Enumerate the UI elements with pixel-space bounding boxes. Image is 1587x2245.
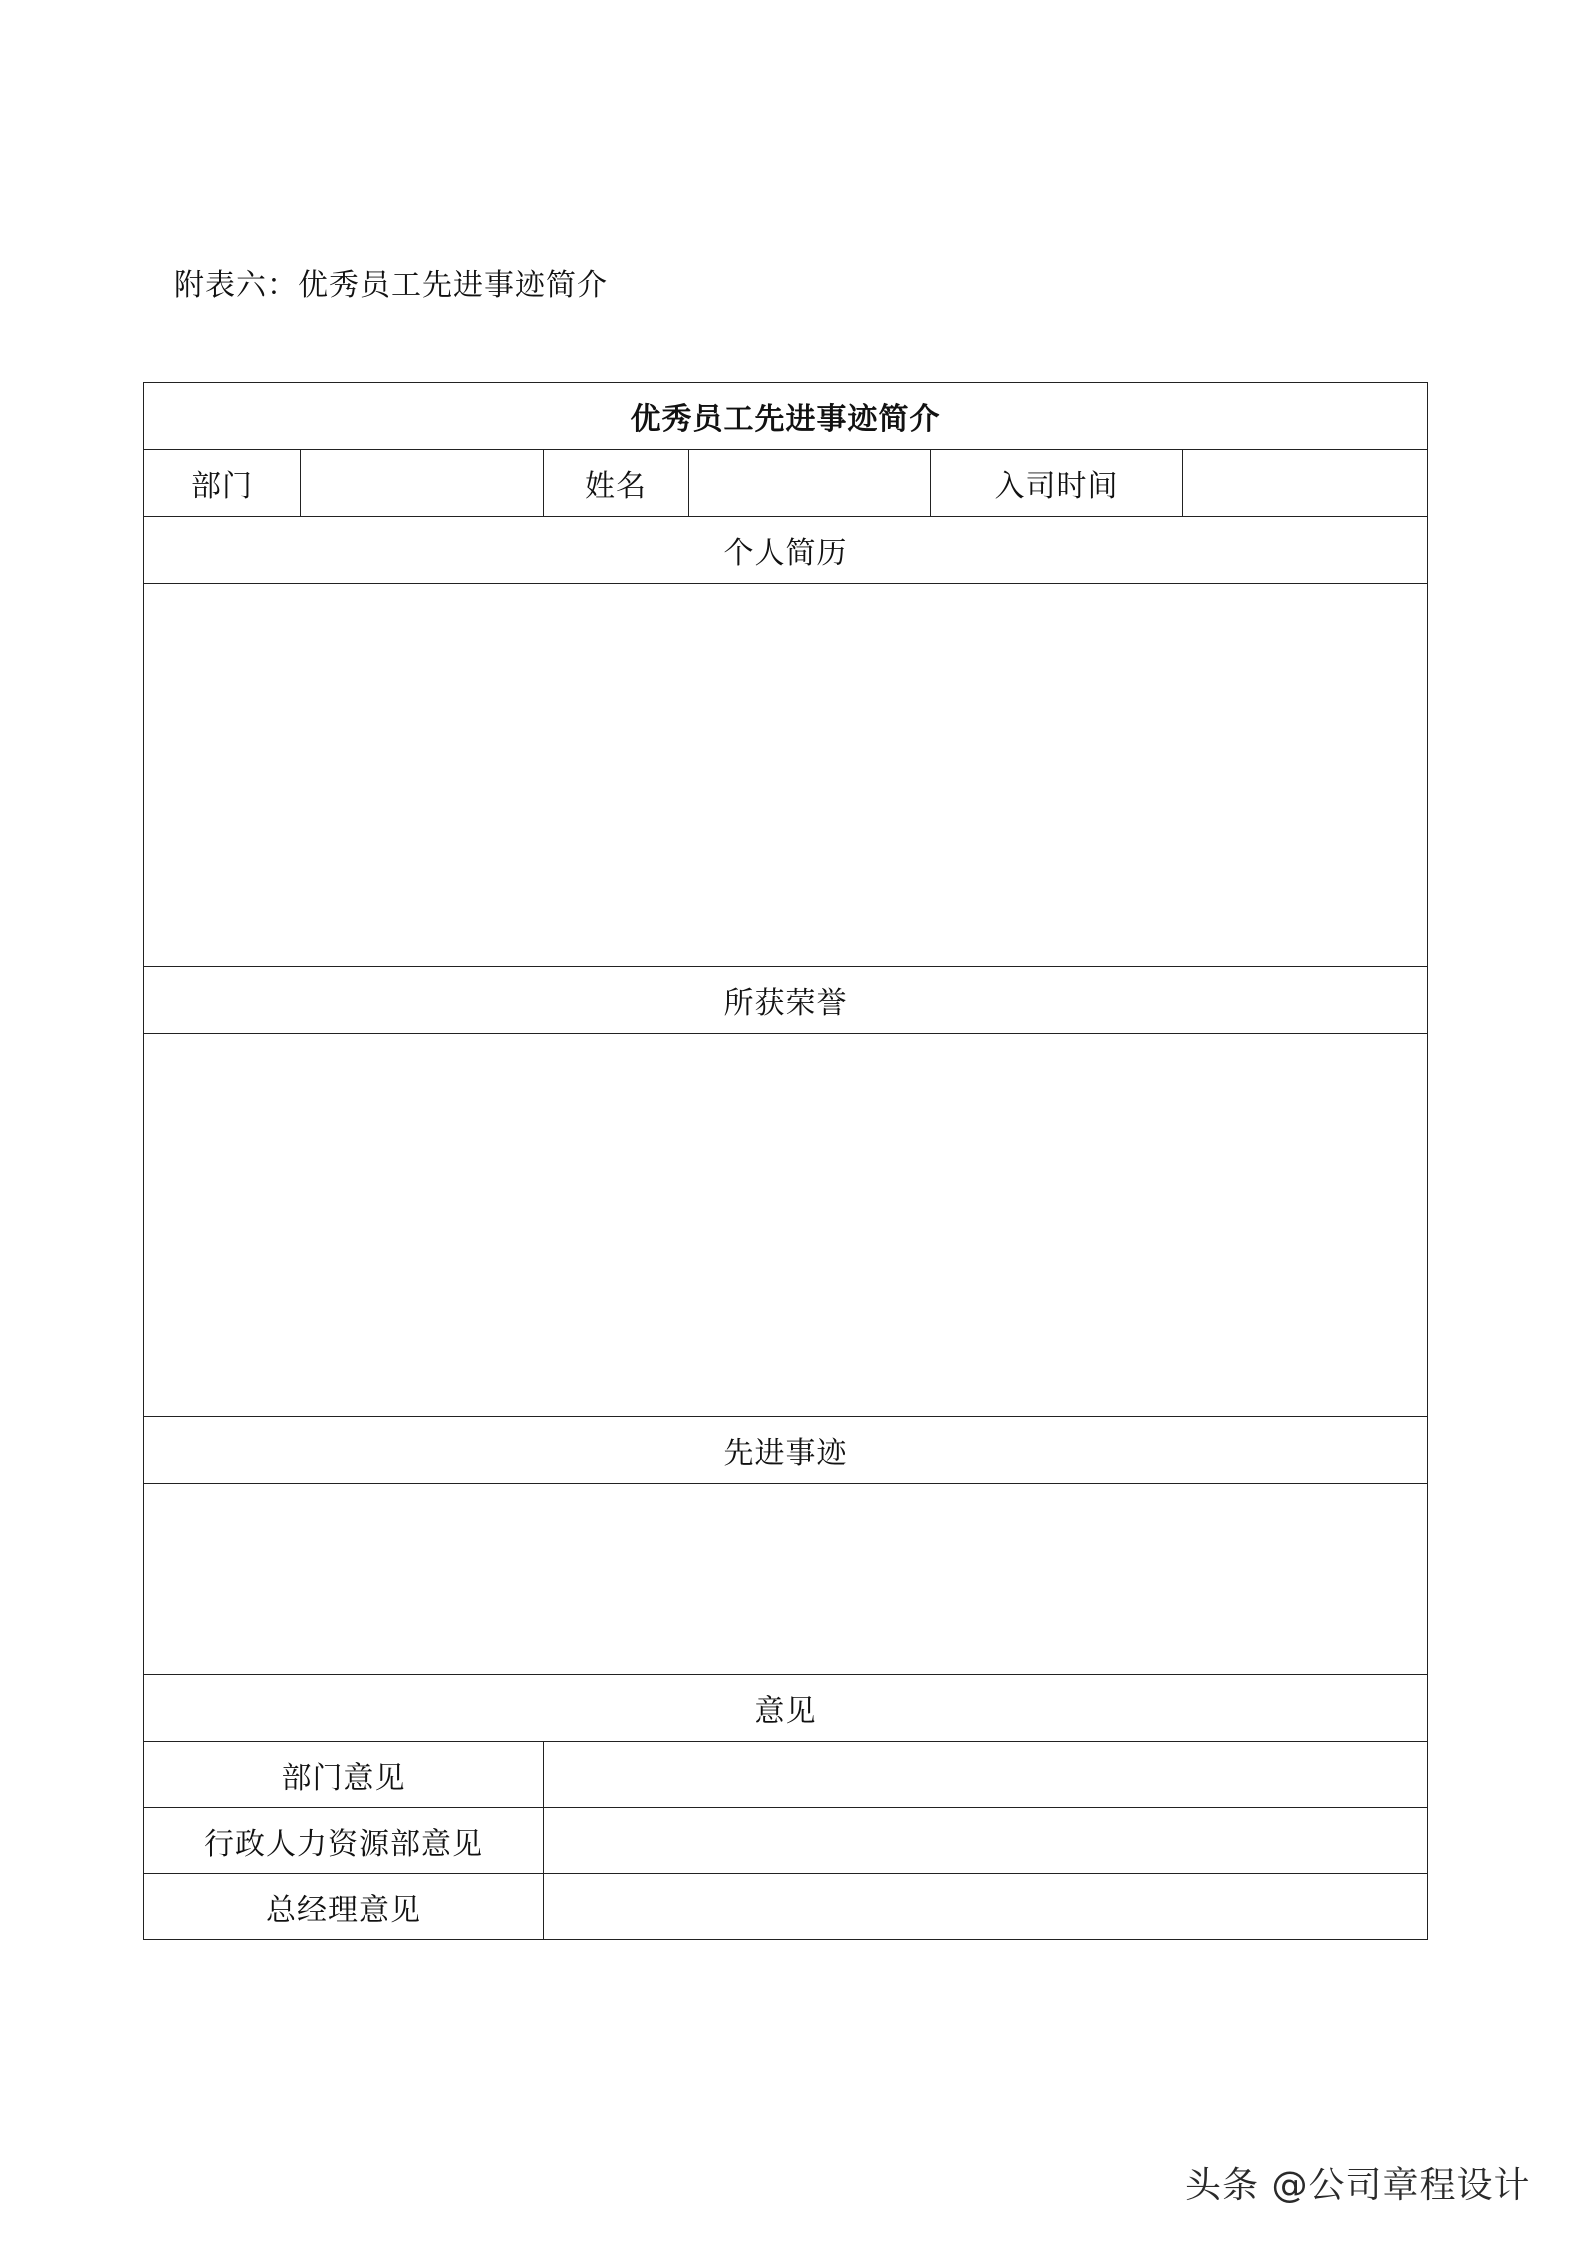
achievements-body-row <box>144 1484 1428 1675</box>
name-label: 姓名 <box>544 450 689 517</box>
form-title-row <box>144 383 1428 450</box>
opinions-section-title: 意见 <box>144 1675 1428 1742</box>
resume-field[interactable] <box>144 584 1428 967</box>
join-date-label: 入司时间 <box>931 450 1183 517</box>
source-watermark: 头条 @公司章程设计 <box>1185 2165 1531 2206</box>
achievements-field[interactable] <box>144 1484 1428 1675</box>
honors-body-row <box>144 1034 1428 1417</box>
achievements-header-row <box>144 1417 1428 1484</box>
achievements-section-title: 先进事迹 <box>144 1417 1428 1484</box>
form-title: 优秀员工先进事迹简介 <box>630 402 941 437</box>
honors-section-title: 所获荣誉 <box>144 967 1428 1034</box>
document-caption: 附表六：优秀员工先进事迹简介 <box>174 268 608 303</box>
department-opinion-field[interactable] <box>544 1742 1428 1808</box>
hr-opinion-field[interactable] <box>544 1808 1428 1874</box>
join-date-field[interactable] <box>1183 450 1428 517</box>
gm-opinion-label: 总经理意见 <box>144 1874 544 1940</box>
name-field[interactable] <box>689 450 931 517</box>
opinion-row <box>144 1874 1428 1940</box>
honors-field[interactable] <box>144 1034 1428 1417</box>
opinions-header-row <box>144 1675 1428 1742</box>
department-label: 部门 <box>144 450 301 517</box>
form-title-cell <box>144 383 1428 450</box>
resume-section-title: 个人简历 <box>144 517 1428 584</box>
department-field[interactable] <box>301 450 544 517</box>
resume-header-row <box>144 517 1428 584</box>
honors-header-row <box>144 967 1428 1034</box>
resume-body-row <box>144 584 1428 967</box>
opinion-row <box>144 1808 1428 1874</box>
opinion-row <box>144 1742 1428 1808</box>
department-opinion-label: 部门意见 <box>144 1742 544 1808</box>
award-form-table <box>143 382 1428 1940</box>
hr-opinion-label: 行政人力资源部意见 <box>144 1808 544 1874</box>
gm-opinion-field[interactable] <box>544 1874 1428 1940</box>
basic-info-row <box>144 450 1428 517</box>
